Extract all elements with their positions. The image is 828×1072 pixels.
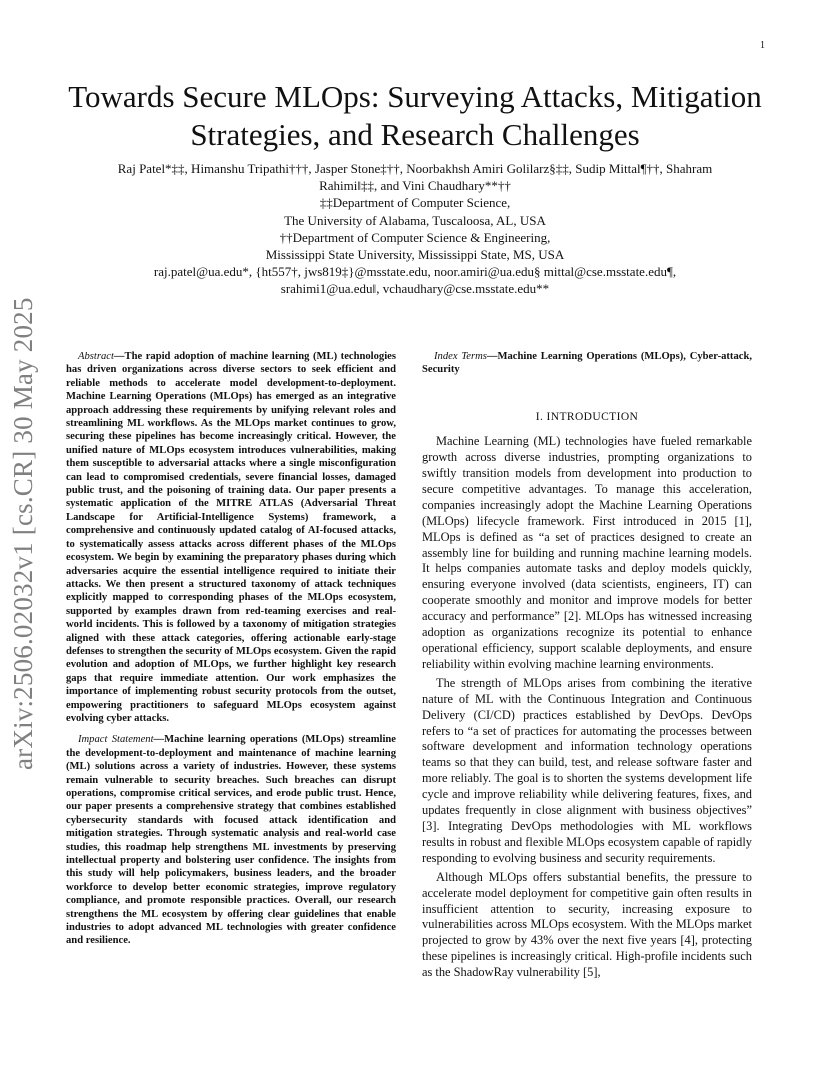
emails-line: srahimi1@ua.edu‖, vchaudhary@cse.msstate.edu** — [280, 281, 550, 297]
right-column — [422, 350, 752, 984]
abstract-label: Abstract — [78, 351, 114, 362]
authors-line: Rahimi‖‡‡, and Vini Chaudhary**†† — [319, 178, 511, 194]
impact-statement — [66, 733, 396, 948]
page-number: 1 — [760, 40, 765, 51]
index-terms-text: —Machine Learning Operations (MLOps), Cyber-attack, Security — [422, 351, 752, 376]
section-heading: I. INTRODUCTION — [535, 410, 639, 423]
affiliation-line: ‡‡Department of Computer Science, — [319, 195, 511, 211]
intro-paragraph: Machine Learning (ML) technologies have fueled remarkable growth across diverse industries, prompting organizations to swiftly transition models from development into production to secure competitive advantages. To manage this acceleration, companies increasingly adopt the Machine Learning Operations (MLOps) lifecycle framework. First introduced in 2015 [1], MLOps is defined as “a set of practices designed to create an assembly line for building and running machine learning models. It helps companies automate tasks and deploy models quickly, ensuring everyone involved (data scientists, engineers, IT) can cooperate smoothly and monitor and improve models for better accuracy and performance” [2]. MLOps has witnessed increasing adoption as organizations recognize its potential to enhance operational efficiency, support scalable deployments, and ensure reliability within evolving machine learning environments. — [422, 434, 752, 671]
paper-title: Towards Secure MLOps: Surveying Attacks, Mitigation Strategies, and Research Challenges — [68, 79, 762, 152]
affiliation-line: ††Department of Computer Science & Engineering, — [279, 229, 551, 245]
index-terms — [422, 350, 752, 377]
author-block — [70, 160, 760, 298]
impact-statement-text: —Machine learning operations (MLOps) streamline the development-to-deployment and maintenance of machine learning (ML) solutions across a variety of industries. However, these systems remain vulnerable to security breaches. Such breaches can disrupt operations, compromise critical services, and erode public trust. Hence, our paper presents a comprehensive strategy that combines established cybersecurity standards with focused attack identification and mitigation strategies. Through systematic analysis and real-world case studies, this roadmap help strengthens ML investments by preserving intellectual property and bolstering user confidence. The insights from this study will help policymakers, business leaders, and the broader workforce to develop better economic strategies, improve regulatory compliance, and promote responsible practices. Overall, our research strengthens the ML ecosystem by offering clear guidelines that enable industries to adopt advanced ML technologies with greater confidence and resilience. — [66, 734, 396, 947]
emails-line: raj.patel@ua.edu*, {ht557†, jws819‡}@msstate.edu, noor.amiri@ua.edu§ mittal@cse.msstate.edu¶, — [153, 264, 677, 280]
intro-paragraph: Although MLOps offers substantial benefits, the pressure to accelerate model deployment for competitive gain often results in insufficient attention to security, increasing exposure to vulnerabilities across MLOps ecosystem. With the MLOps market projected to grow by 43% over the next five years [4], protecting these pipelines is increasingly critical. High-profile incidents such as the ShadowRay vulnerability [5], — [422, 869, 752, 980]
affiliation-line: Mississippi State University, Mississippi State, MS, USA — [265, 247, 565, 263]
index-terms-label: Index Terms — [434, 351, 487, 362]
intro-paragraph: The strength of MLOps arises from combining the iterative nature of ML with the Continuous Integration and Continuous Delivery (CI/CD) practices established by DevOps. DevOps refers to “a set of practices for automating the processes between software development and information technology operations teams so that they can build, test, and release software faster and more reliably. The goal is to shorten the systems development life cycle and improve reliability while delivering features, fixes, and updates frequently in close alignment with business objectives” [3]. Integrating DevOps methodologies with ML workflows results in robust and flexible MLOps ecosystem capable of rapidly responding to evolving business and security requirements. — [422, 675, 752, 865]
left-column — [66, 350, 396, 956]
affiliation-line: The University of Alabama, Tuscaloosa, AL, USA — [284, 212, 546, 228]
abstract-text: —The rapid adoption of machine learning (ML) technologies has driven organizations across diverse sectors to seek efficient and reliable methods to accelerate model development-to-deployment. Machine Learning Operations (MLOps) has emerged as an integrative approach addressing these requirements by unifying relevant roles and streamlining ML workflows. As the MLOps market continues to grow, securing these pipelines has become increasingly critical. However, the unified nature of MLOps ecosystem introduces vulnerabilities, making them susceptible to adversarial attacks where a single misconfiguration can lead to compromised credentials, severe financial losses, damaged public trust, and the poisoning of training data. Our paper presents a systematic application of the MITRE ATLAS (Adversarial Threat Landscape for Artificial-Intelligence Systems) framework, a comprehensive and continuously updated catalog of AI-focused attacks, to systematically assess attacks across different phases of the MLOps ecosystem. We begin by examining the preparatory phases during which adversaries acquire the essential intelligence required to initiate their attacks. We then present a structured taxonomy of attack techniques explicitly mapped to corresponding phases of the MLOps ecosystem, supported by examples drawn from red-teaming exercises and real-world incidents. This is followed by a taxonomy of mitigation strategies aligned with these attack categories, offering actionable early-stage defenses to strengthen the security of MLOps ecosystem. Given the rapid evolution and adoption of MLOps, we further highlight key research gaps that require immediate attention. Our work emphasizes the importance of implementing robust security protocols from the outset, empowering practitioners to safeguard MLOps ecosystem against evolving cyber attacks. — [66, 351, 396, 724]
abstract — [66, 350, 396, 725]
arxiv-stamp: arXiv:2506.02032v1 [cs.CR] 30 May 2025 — [8, 297, 38, 770]
impact-statement-label: Impact Statement — [78, 734, 154, 746]
authors-line: Raj Patel*‡‡, Himanshu Tripathi†††, Jasper Stone‡††, Noorbakhsh Amiri Golilarz§‡‡, Sudip Mittal¶††, Shahram — [117, 161, 713, 176]
